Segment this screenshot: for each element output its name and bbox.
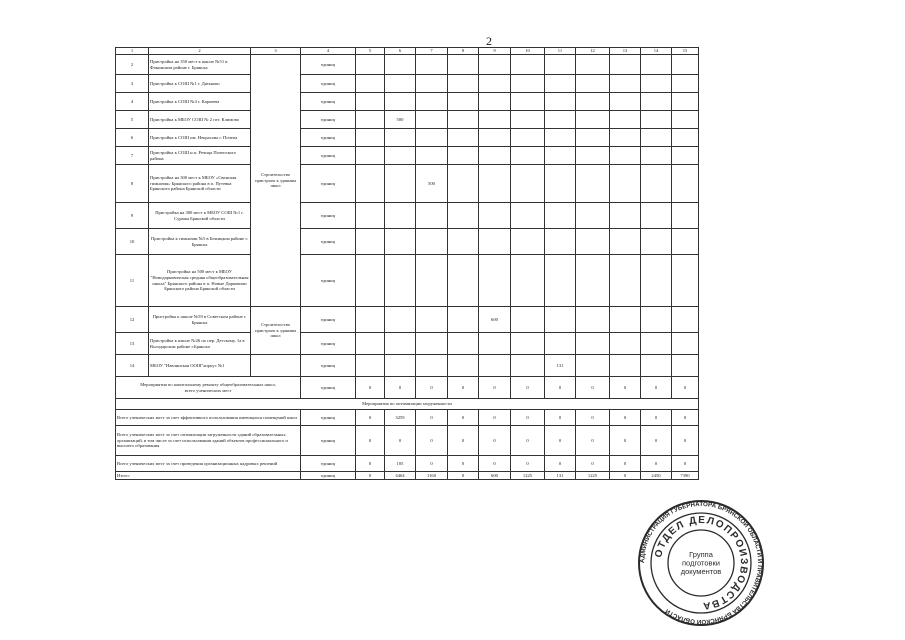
object-name: Пристройка к гимназии №5 в Бежицком районе г. Брянска [149,229,251,255]
value-cell [385,75,416,93]
table-row [116,229,699,255]
table-row [116,55,699,75]
value-cell [545,165,576,203]
total-value: 0 [448,472,479,480]
value-cell [545,93,576,111]
value-cell: 0 [641,456,672,472]
value-cell [416,111,448,129]
unit-cell: единиц [301,410,356,426]
value-cell [576,75,610,93]
row-number: 4 [116,93,149,111]
value-cell [356,255,385,307]
unit-cell: единиц [301,355,356,377]
value-cell [448,255,479,307]
value-cell [672,111,699,129]
unit-cell: единиц [301,255,356,307]
value-cell [672,333,699,355]
table-body [116,48,699,480]
value-cell [511,129,545,147]
row-number: 10 [116,229,149,255]
row-number: 11 [116,255,149,307]
value-cell [610,229,641,255]
value-cell: 0 [610,426,641,456]
value-cell [641,333,672,355]
object-name: Пристройка на 300 мест к МБОУ СОШ №1 г. Суража Брянской области [149,203,251,229]
value-cell [479,147,511,165]
value-cell [416,93,448,111]
value-cell: 131 [545,355,576,377]
value-cell: 0 [448,426,479,456]
value-cell: 0 [356,410,385,426]
value-cell [672,355,699,377]
stamp-center-line: Группа [689,550,713,559]
unit-cell: единиц [301,93,356,111]
value-cell [545,333,576,355]
value-cell: 0 [416,456,448,472]
value-cell: 0 [479,377,511,399]
header-cell: 11 [545,48,576,55]
value-cell [448,355,479,377]
value-cell [672,147,699,165]
value-cell [385,355,416,377]
value-cell [545,307,576,333]
value-cell: 3259 [385,410,416,426]
value-cell: 0 [479,410,511,426]
total-value: 0 [356,472,385,480]
value-cell [479,93,511,111]
value-cell [511,229,545,255]
table-row [116,203,699,229]
value-cell [610,333,641,355]
unit-cell: единиц [301,111,356,129]
value-cell [416,129,448,147]
table-row [116,129,699,147]
page-number: 2 [486,34,492,48]
value-cell [479,229,511,255]
value-cell: 0 [511,410,545,426]
value-cell [641,111,672,129]
value-cell: 0 [641,410,672,426]
value-cell: 0 [356,377,385,399]
value-cell [545,75,576,93]
table-row [116,93,699,111]
value-cell [356,333,385,355]
total-value: 2450 [641,472,672,480]
value-cell [479,255,511,307]
unit-cell: единиц [301,203,356,229]
value-cell: 0 [610,377,641,399]
row-number: 14 [116,355,149,377]
value-cell [511,147,545,165]
value-cell [448,333,479,355]
value-cell [385,147,416,165]
value-cell [511,55,545,75]
table-row [116,111,699,129]
value-cell [448,93,479,111]
value-cell [448,229,479,255]
unit-cell: единиц [301,456,356,472]
value-cell [576,55,610,75]
value-cell [479,129,511,147]
value-cell: 0 [448,410,479,426]
value-cell: 600 [479,307,511,333]
value-cell [511,355,545,377]
total-value: 131 [545,472,576,480]
value-cell [385,307,416,333]
value-cell: 0 [545,410,576,426]
value-cell: 0 [385,377,416,399]
value-cell: 0 [356,426,385,456]
value-cell: 0 [672,456,699,472]
value-cell [641,355,672,377]
value-cell [511,203,545,229]
header-cell: 13 [610,48,641,55]
value-cell [610,307,641,333]
value-cell [356,165,385,203]
object-name: Пристройка к СОШ н.п. Речица Почепского района [149,147,251,165]
value-cell [576,355,610,377]
header-cell: 6 [385,48,416,55]
object-name: Пристройка к СОШ №1 г. Дятьково [149,75,251,93]
header-cell: 8 [448,48,479,55]
value-cell: 0 [416,410,448,426]
group-cell: Строительство пристроек к зданиям школ [251,307,301,355]
value-cell: 0 [672,410,699,426]
value-cell [385,229,416,255]
unit-cell: единиц [301,165,356,203]
value-cell [576,111,610,129]
value-cell [416,307,448,333]
object-name: Пристройка на 300 мест к МБОУ «Свенская гимназия» Брянского района в п. Путевка Брянского района Брянской области [149,165,251,203]
header-cell: 9 [479,48,511,55]
summary-label: Всего ученических мест за счет проведения организационных кадровых решений [116,456,301,472]
value-cell [356,355,385,377]
header-cell: 10 [511,48,545,55]
value-cell [610,55,641,75]
value-cell: 500 [416,165,448,203]
value-cell [356,307,385,333]
value-cell: 0 [576,456,610,472]
header-cell: 14 [641,48,672,55]
row-number: 3 [116,75,149,93]
value-cell [576,147,610,165]
value-cell [448,165,479,203]
value-cell [479,55,511,75]
unit-cell: единиц [301,426,356,456]
table-row [116,333,699,355]
group-cell: Строительство пристроек к зданиям школ [251,55,301,307]
program-table [115,47,699,480]
value-cell [610,255,641,307]
value-cell: 0 [641,377,672,399]
total-row [116,472,699,480]
value-cell [672,55,699,75]
value-cell: 0 [576,410,610,426]
value-cell [385,255,416,307]
capital-repair-sublabel: всего ученических мест [184,387,232,393]
value-cell: 0 [545,377,576,399]
value-cell: 0 [479,456,511,472]
value-cell [672,93,699,111]
value-cell [545,203,576,229]
value-cell: 0 [511,377,545,399]
value-cell [511,75,545,93]
value-cell [448,203,479,229]
value-cell [448,129,479,147]
value-cell [356,93,385,111]
value-cell [672,129,699,147]
value-cell [356,75,385,93]
value-cell [448,55,479,75]
summary-row [116,426,699,456]
row-number: 2 [116,55,149,75]
object-name: Пристройка к МБОУ СОШ № 2 пгт. Климово [149,111,251,129]
unit-cell: единиц [301,229,356,255]
value-cell [545,229,576,255]
object-name: Пристройка на 500 мест к МБОУ "Новодарковичская средняя общеобразовательная школа" Брянского района в п. Новые Дарковичи Брянского района Брянской области [149,255,251,307]
header-cell: 2 [149,48,251,55]
value-cell [672,229,699,255]
value-cell [576,255,610,307]
value-cell: 0 [448,456,479,472]
value-cell [610,111,641,129]
value-cell [576,129,610,147]
value-cell [511,255,545,307]
object-name: Пристройка к СОШ №4 г. Карачева [149,93,251,111]
row-number: 9 [116,203,149,229]
value-cell [479,75,511,93]
value-cell [610,75,641,93]
value-cell [416,147,448,165]
total-label: Итого: [116,472,301,480]
unit-cell: единиц [301,333,356,355]
value-cell [479,355,511,377]
unit-cell: единиц [301,377,356,399]
value-cell: 0 [576,377,610,399]
table-row [116,307,699,333]
value-cell: 0 [511,456,545,472]
group-cell [251,355,301,377]
header-cell: 1 [116,48,149,55]
value-cell [416,55,448,75]
value-cell [545,129,576,147]
value-cell [511,333,545,355]
object-name: МБОУ "Навлинская ООШ"корпус №1 [149,355,251,377]
header-cell: 4 [301,48,356,55]
value-cell [479,111,511,129]
total-value: 600 [479,472,511,480]
header-cell: 15 [672,48,699,55]
table-row [116,355,699,377]
object-name: Пристройка к школе №59 в Советском районе г. Брянска [149,307,251,333]
value-cell: 0 [545,456,576,472]
value-cell [610,93,641,111]
row-number: 13 [116,333,149,355]
value-cell [576,333,610,355]
total-value: 0 [610,472,641,480]
value-cell [385,333,416,355]
value-cell [641,307,672,333]
department-stamp [637,499,765,627]
value-cell [672,255,699,307]
summary-label: Всего ученических мест за счет оптимизации загруженности зданий образовательных организаций, в том числе за счет использования зданий объектов профессионального и высшего образования [116,426,301,456]
value-cell [479,165,511,203]
value-cell [672,203,699,229]
value-cell [672,307,699,333]
value-cell [385,203,416,229]
value-cell: 0 [672,377,699,399]
optimization-header-row [116,399,699,410]
value-cell [545,111,576,129]
value-cell [385,55,416,75]
value-cell [448,75,479,93]
value-cell [641,255,672,307]
capital-repair-row [116,377,699,399]
value-cell [610,129,641,147]
value-cell [356,229,385,255]
unit-cell: единиц [301,147,356,165]
header-cell: 5 [356,48,385,55]
row-number: 5 [116,111,149,129]
stamp-center-text [681,550,722,576]
value-cell: 0 [511,426,545,456]
value-cell [511,111,545,129]
stamp-center-line: подготовки [682,558,720,568]
value-cell: 0 [385,426,416,456]
value-cell [479,203,511,229]
value-cell: 0 [610,410,641,426]
value-cell: 0 [641,426,672,456]
value-cell: 0 [672,426,699,456]
value-cell: 500 [385,111,416,129]
value-cell [641,75,672,93]
header-cell: 3 [251,48,301,55]
stamp-center-line: документов [680,567,722,576]
value-cell [356,203,385,229]
value-cell [576,203,610,229]
value-cell [356,147,385,165]
value-cell [448,307,479,333]
row-number: 12 [116,307,149,333]
value-cell [610,147,641,165]
value-cell [641,129,672,147]
optimization-header: Мероприятия по оптимизации загруженности [116,399,699,410]
table-row [116,147,699,165]
value-cell [641,229,672,255]
value-cell [576,307,610,333]
row-number: 6 [116,129,149,147]
value-cell: 0 [356,456,385,472]
table-row [116,165,699,203]
total-value: 1225 [576,472,610,480]
header-row [116,48,699,55]
table-row [116,255,699,307]
value-cell [576,93,610,111]
unit-cell: единиц [301,75,356,93]
value-cell [511,307,545,333]
row-number: 7 [116,147,149,165]
unit-cell: единиц [301,307,356,333]
value-cell: 0 [416,377,448,399]
value-cell [356,55,385,75]
value-cell: 0 [610,456,641,472]
value-cell [448,111,479,129]
value-cell [576,165,610,203]
total-value: 7390 [672,472,699,480]
header-cell: 7 [416,48,448,55]
total-value: 1225 [511,472,545,480]
value-cell [641,203,672,229]
header-cell: 12 [576,48,610,55]
stamp-ring-text: ОТДЕЛ ДЕЛОПРОИЗВОДСТВА [653,514,750,612]
object-name: Пристройка к школе №26 по пер. Детскому, 1а в Володарском районе г.Брянска [149,333,251,355]
table-row [116,75,699,93]
summary-row [116,456,699,472]
value-cell [416,255,448,307]
value-cell [641,165,672,203]
value-cell [610,203,641,229]
total-value: 1160 [416,472,448,480]
value-cell: 105 [385,456,416,472]
value-cell [545,55,576,75]
value-cell [545,147,576,165]
value-cell: 0 [545,426,576,456]
summary-label: Всего ученических мест за счет эффективного использования имеющихся помещений школ [116,410,301,426]
value-cell [416,355,448,377]
unit-cell: единиц [301,472,356,480]
capital-repair-label [116,377,301,399]
value-cell [641,93,672,111]
stamp-outer-text: АДМИНИСТРАЦИЯ ГУБЕРНАТОРА БРЯНСКОЙ ОБЛАСТИ И ПРАВИТЕЛЬСТВА БРЯНСКОЙ ОБЛАСТИ [638,500,764,626]
summary-row [116,410,699,426]
value-cell: 0 [416,426,448,456]
object-name: Пристройка к СОШ им. Некрасова г. Почепа [149,129,251,147]
value-cell [511,165,545,203]
value-cell: 0 [448,377,479,399]
value-cell [511,93,545,111]
total-value: 4464 [385,472,416,480]
value-cell [416,203,448,229]
value-cell [448,147,479,165]
value-cell [356,129,385,147]
value-cell [641,55,672,75]
value-cell [416,229,448,255]
value-cell [356,111,385,129]
object-name: Пристройка на 350 мест к школе №51 в Фокинском районе г. Брянска [149,55,251,75]
value-cell [416,333,448,355]
unit-cell: единиц [301,55,356,75]
value-cell [416,75,448,93]
value-cell [385,165,416,203]
value-cell [479,333,511,355]
value-cell [641,147,672,165]
row-number: 8 [116,165,149,203]
value-cell [610,355,641,377]
value-cell [576,229,610,255]
value-cell [385,93,416,111]
value-cell [385,129,416,147]
capital-repair-title: Мероприятия по капитальному ремонту общеобразовательных школ, [140,381,276,387]
value-cell: 0 [576,426,610,456]
value-cell [672,165,699,203]
unit-cell: единиц [301,129,356,147]
value-cell [610,165,641,203]
value-cell [672,75,699,93]
value-cell [545,255,576,307]
value-cell: 0 [479,426,511,456]
